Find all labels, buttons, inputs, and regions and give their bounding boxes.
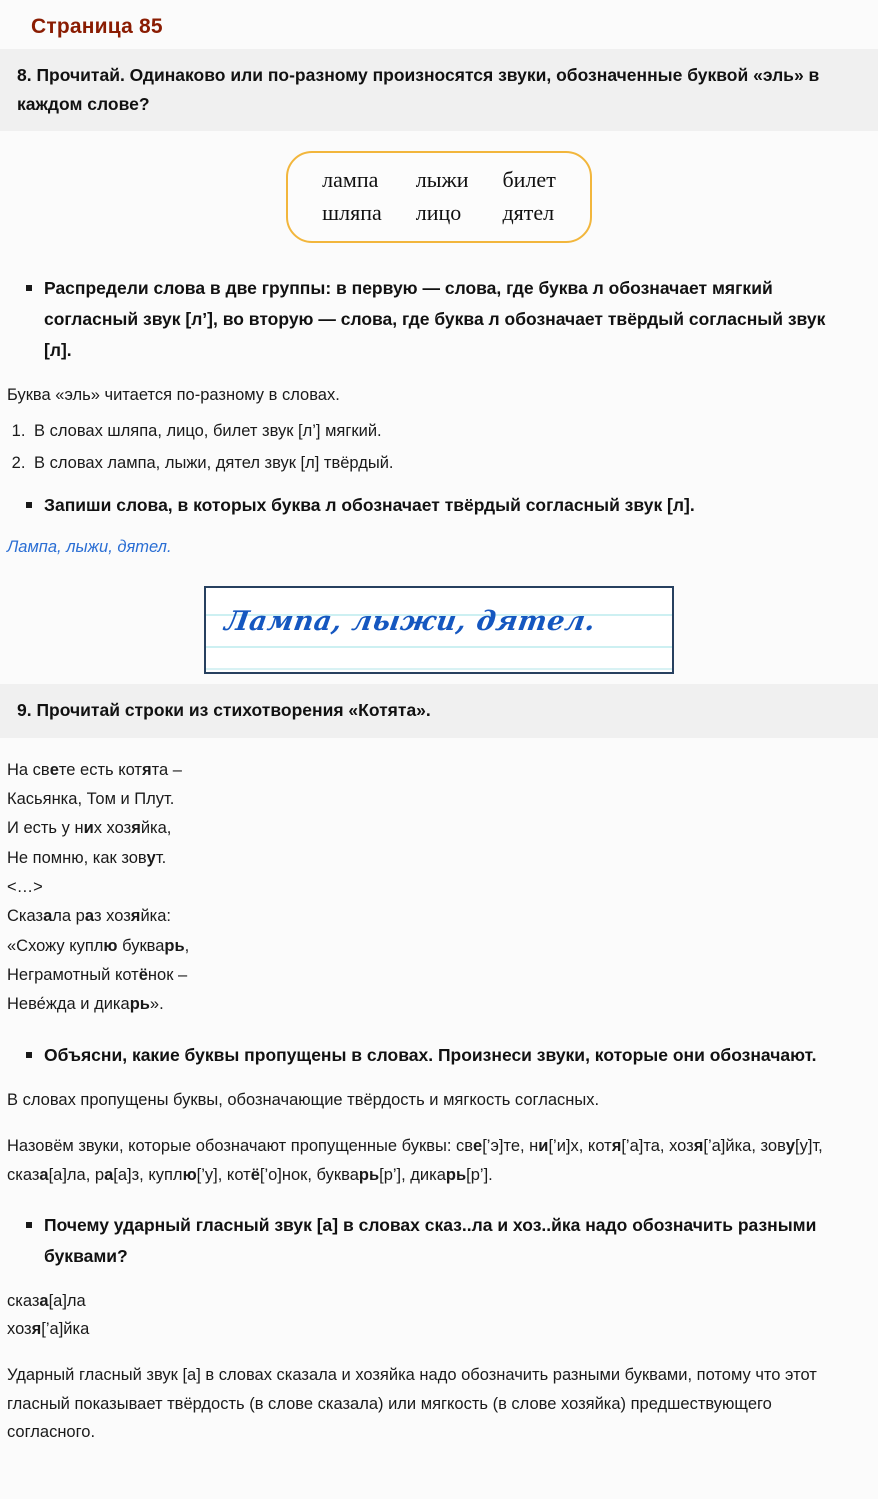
word-table <box>322 163 556 229</box>
text-line: Неграмотный котёнок – <box>7 966 188 985</box>
word-box-container <box>0 131 878 257</box>
rule-line <box>206 668 672 670</box>
exercise-8-task-list-1 <box>0 273 878 366</box>
word-cell: лицо <box>415 199 462 225</box>
text-line: На свете есть котята – <box>7 760 182 779</box>
text-line: И есть у них хозяйка, <box>7 819 172 838</box>
word-table-body <box>322 163 556 229</box>
word-cell: шляпа <box>322 199 382 225</box>
exercise-8-answer-list <box>0 421 878 474</box>
word-pairs-block <box>0 1281 878 1348</box>
text-line: Касьянка, Том и Плут. <box>7 789 175 808</box>
exercise-9-heading: 9. Прочитай строки из стихотворения «Котята». <box>0 684 878 737</box>
handwriting-box <box>204 586 674 674</box>
exercise-8-heading: 8. Прочитай. Одинаково или по-разному произносятся звуки, обозначенные буквой «эль» в каждом слове? <box>0 49 878 131</box>
exercise-9-answer-1: В словах пропущены буквы, обозначающие твёрдость и мягкость согласных. <box>7 1090 600 1109</box>
exercise-8-task-list-2 <box>0 490 878 521</box>
page-title: Страница 85 <box>31 15 163 38</box>
text-line: Не помню, как зовут. <box>7 848 167 867</box>
text-line: Неве́жда и дикарь». <box>7 995 164 1014</box>
text-line: <…> <box>7 877 43 896</box>
text-line: хозя[’а]йка <box>7 1320 90 1338</box>
list-item: 2. В словах лампа, лыжи, дятел звук [л] твёрдый. <box>30 453 878 474</box>
exercise-8-blue-answer: Лампа, лыжи, дятел. <box>7 538 172 557</box>
word-cell: лампа <box>322 166 379 192</box>
table-row <box>322 163 556 196</box>
exercise-9-task-list-2 <box>0 1210 878 1272</box>
word-box <box>286 151 592 243</box>
table-row <box>322 196 556 229</box>
exercise-9-closing-text: Ударный гласный звук [а] в словах сказала и хозяйка надо обозначить разными буквами, потому что этот гласный показывает твёрдость (в слове сказала) или мягкость (в слове хозяйка) предшествующего согласного. <box>7 1366 817 1442</box>
text-line: «Схожу куплю букварь, <box>7 936 190 955</box>
task-item: Объясни, какие буквы пропущены в словах. Произнеси звуки, которые они обозначают. <box>22 1040 856 1071</box>
task-item: Распредели слова в две группы: в первую — слова, где буква л обозначает мягкий согласный звук [л’], во вторую — слова, где буква л обозначает твёрдый согласный звук [л]. <box>22 273 856 366</box>
word-cell: лыжи <box>415 166 469 192</box>
task-item: Запиши слова, в которых буква л обозначает твёрдый согласный звук [л]. <box>22 490 856 521</box>
handwriting-container <box>0 570 878 684</box>
exercise-9-task-list-1 <box>0 1040 878 1071</box>
task-item: Почему ударный гласный звук [а] в словах сказ..ла и хоз..йка надо обозначить разными буквами? <box>22 1210 856 1272</box>
transcription-block: Назовём звуки, которые обозначают пропущенные буквы: све[’э]те, ни[’и]х, котя[’а]та, хозя[’а]йка, зову[у]т, сказа[а]ла, ра[а]з, куплю[’у], котё[’о]нок, букварь[р’], дикарь[р’]. <box>7 1136 823 1184</box>
word-cell: дятел <box>502 199 555 225</box>
handwriting-text: Лампа, лыжи, дятел. <box>222 606 598 638</box>
text-line: Сказала раз хозяйка: <box>7 907 171 926</box>
word-cell: билет <box>502 166 556 192</box>
rule-line <box>206 646 672 648</box>
poem-block <box>0 738 878 1024</box>
exercise-8-intro-answer: Буква «эль» читается по-разному в словах. <box>7 386 340 405</box>
text-line: сказа[а]ла <box>7 1291 86 1310</box>
list-item: 1. В словах шляпа, лицо, билет звук [л’] мягкий. <box>30 421 878 442</box>
bottom-spacer <box>0 1467 878 1483</box>
